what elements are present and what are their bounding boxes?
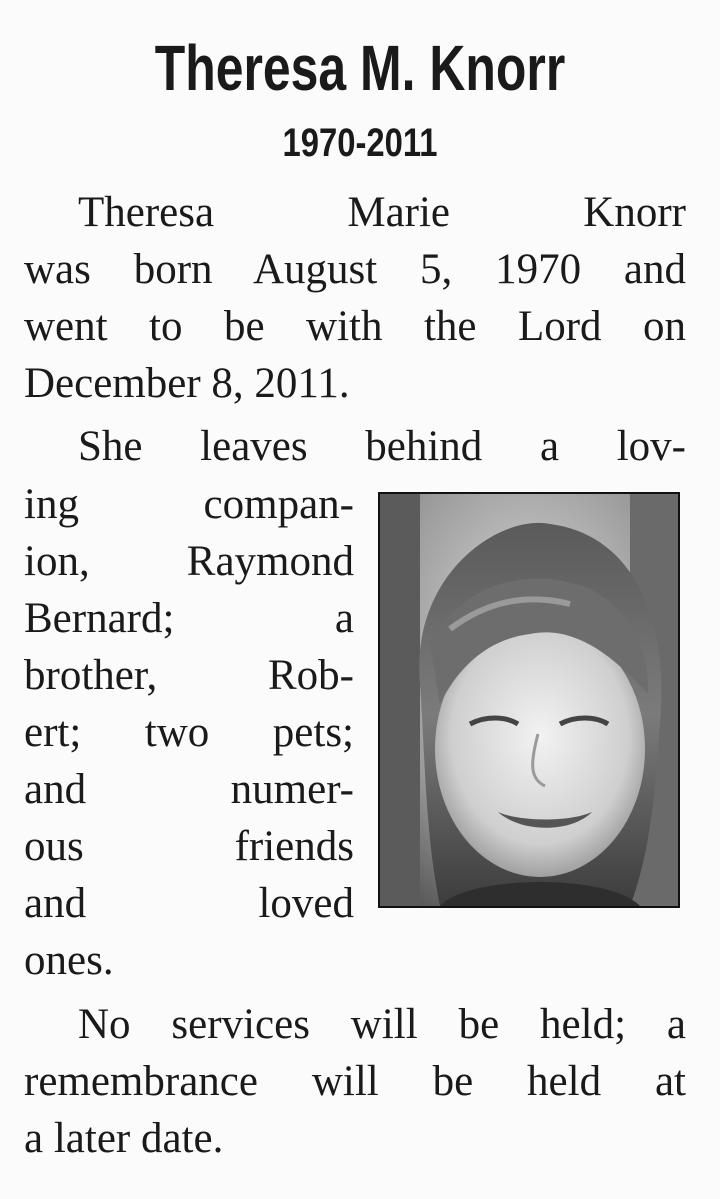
text-line: remembrance will be held at [24, 1058, 686, 1105]
text-line: went to be with the Lord on [24, 303, 686, 350]
text-line: brother, Rob- [24, 652, 354, 699]
text-line: No services will be held; a [78, 1001, 686, 1048]
text-line: December 8, 2011. [24, 360, 350, 407]
text-line: and loved [24, 880, 354, 927]
text-line: ones. [24, 937, 114, 984]
obituary-title: Theresa M. Knorr [154, 32, 566, 104]
text-line: and numer- [24, 766, 354, 813]
text-line: Theresa Marie Knorr [78, 189, 686, 236]
text-line: ing compan- [24, 481, 354, 528]
text-line: ert; two pets; [24, 709, 354, 756]
portrait-illustration [380, 494, 678, 906]
text-line: ous friends [24, 823, 354, 870]
text-line: ion, Raymond [24, 538, 354, 585]
text-line: She leaves behind a lov- [78, 423, 686, 470]
obituary-years: 1970-2011 [282, 121, 438, 165]
text-line: was born August 5, 1970 and [24, 246, 686, 293]
portrait-photo [378, 492, 680, 908]
text-line: a later date. [24, 1115, 224, 1162]
text-line: Bernard; a [24, 595, 354, 642]
